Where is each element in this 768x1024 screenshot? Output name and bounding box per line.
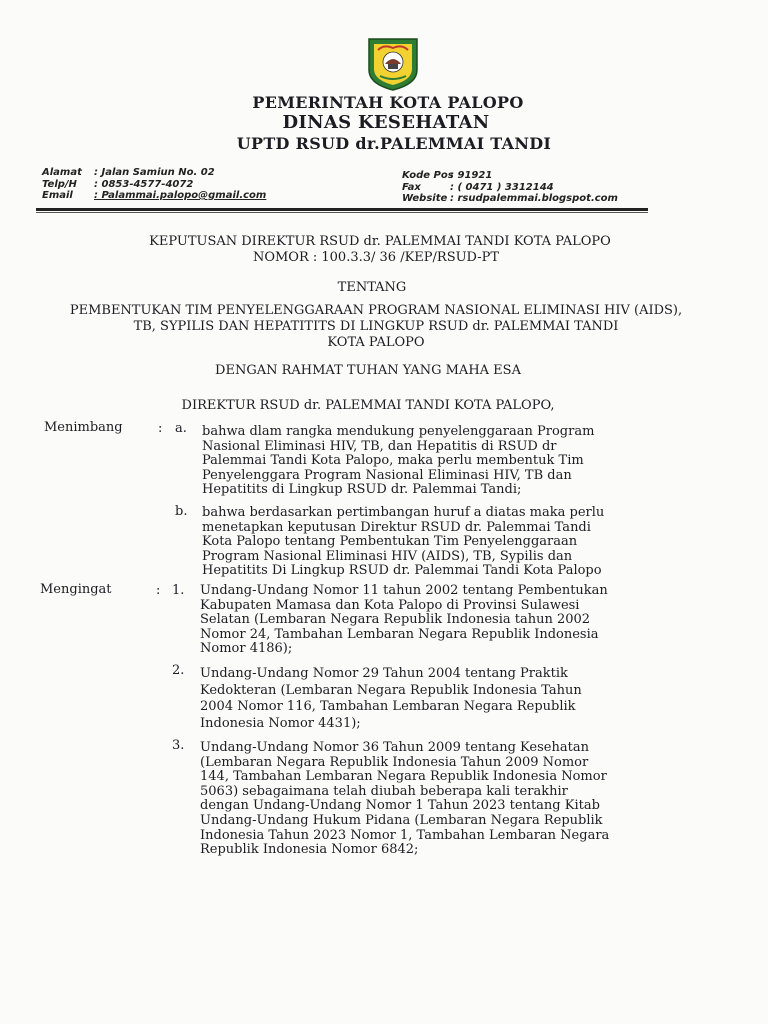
website-link[interactable]: : rsudpalemmai.blogspot.com [450, 193, 618, 204]
menimbang-colon: : [158, 421, 163, 436]
contact-address: Alamat : Jalan Samiun No. 02 [42, 167, 215, 178]
contact-right [402, 170, 618, 205]
letterhead-government: PEMERINTAH KOTA PALOPO [252, 93, 524, 112]
item-marker: 3. [172, 738, 185, 753]
item-marker: b. [175, 504, 188, 519]
item-marker: a. [175, 421, 187, 436]
list-item: Undang-Undang Nomor 36 Tahun 2009 tentang Kesehatan (Lembaran Negara Republik Indonesia Tahun 2009 Nomor 144, Tambahan Lembaran Negara Republik Indonesia Nomor 5063) sebagaimana telah diubah beberapa kali terakhir dengan Undang-Undang Nomor 1 Tahun 2023 tentang Kitab Undang-Undang Hukum Pidana (Lembaran Negara Republik Indonesia Tahun 2023 Nomor 1, Tambahan Lembaran Negara Republik Indonesia Nomor 6842; [200, 740, 610, 858]
list-item: bahwa dlam rangka mendukung penyelenggaraan Program Nasional Eliminasi HIV, TB, dan Hepatitis di RSUD dr Palemmai Tandi Kota Palopo, maka perlu membentuk Tim Penyelenggara Program Nasional Eliminasi HIV, TB dan Hepatitits di Lingkup RSUD dr. Palemmai Tandi; [202, 424, 595, 498]
contact-left [42, 167, 266, 202]
mengingat-label: Mengingat [40, 582, 112, 597]
letterhead-agency: DINAS KESEHATAN [282, 112, 490, 133]
menimbang-label: Menimbang [44, 420, 123, 435]
decree-subject-line: PEMBENTUKAN TIM PENYELENGGARAAN PROGRAM NASIONAL ELIMINASI HIV (AIDS), [69, 303, 683, 318]
tentang-heading: TENTANG [337, 280, 407, 295]
decree-number: NOMOR : 100.3.3/ 36 /KEP/RSUD-PT [252, 250, 500, 265]
contact-postal-code: Kode Pos: 91921 [402, 170, 493, 181]
issuer: DIREKTUR RSUD dr. PALEMMAI TANDI KOTA PALOPO, [181, 398, 555, 413]
decree-subject-line: TB, SYPILIS DAN HEPATITITS DI LINGKUP RSUD dr. PALEMMAI TANDI [133, 319, 619, 334]
letterhead-divider-thin [36, 212, 648, 213]
contact-fax: Fax : ( 0471 ) 3312144 [402, 181, 554, 193]
contact-website: Website : rsudpalemmai.blogspot.com [402, 193, 618, 204]
item-marker: 2. [172, 663, 185, 678]
mengingat-colon: : [156, 583, 161, 598]
decree-subject [4, 303, 748, 351]
letterhead-divider [36, 208, 648, 211]
list-item: Undang-Undang Nomor 11 tahun 2002 tentang Pembentukan Kabupaten Mamasa dan Kota Palopo di Provinsi Sulawesi Selatan (Lembaran Negara Republik Indonesia tahun 2002 Nomor 24, Tambahan Lembaran Negara Republik Indonesia Nomor 4186); [200, 583, 608, 657]
invocation: DENGAN RAHMAT TUHAN YANG MAHA ESA [215, 363, 521, 378]
decree-title: KEPUTUSAN DIREKTUR RSUD dr. PALEMMAI TANDI KOTA PALOPO [149, 234, 611, 249]
email-link[interactable]: : Palammai.palopo@gmail.com [94, 190, 267, 201]
list-item: Undang-Undang Nomor 29 Tahun 2004 tentang Praktik Kedokteran (Lembaran Negara Republik Indonesia Tahun 2004 Nomor 116, Tambahan Lembaran Negara Republik Indonesia Nomor 4431); [200, 666, 582, 731]
item-marker: 1. [172, 583, 185, 598]
letterhead-unit: UPTD RSUD dr.PALEMMAI TANDI [236, 134, 552, 153]
palopo-coat-of-arms-icon [366, 36, 420, 92]
list-item: bahwa berdasarkan pertimbangan huruf a diatas maka perlu menetapkan keputusan Direktur RSUD dr. Palemmai Tandi Kota Palopo tentang Pembentukan Tim Penyelenggaraan Program Nasional Eliminasi HIV (AIDS), TB, Sypilis dan Hepatitits Di Lingkup RSUD dr. Palemmai Tandi Kota Palopo [202, 505, 605, 579]
contact-email: Email : Palammai.palopo@gmail.com [42, 190, 267, 201]
contact-phone: Telp/H : 0853-4577-4072 [42, 178, 194, 190]
decree-subject-line: KOTA PALOPO [327, 335, 425, 350]
